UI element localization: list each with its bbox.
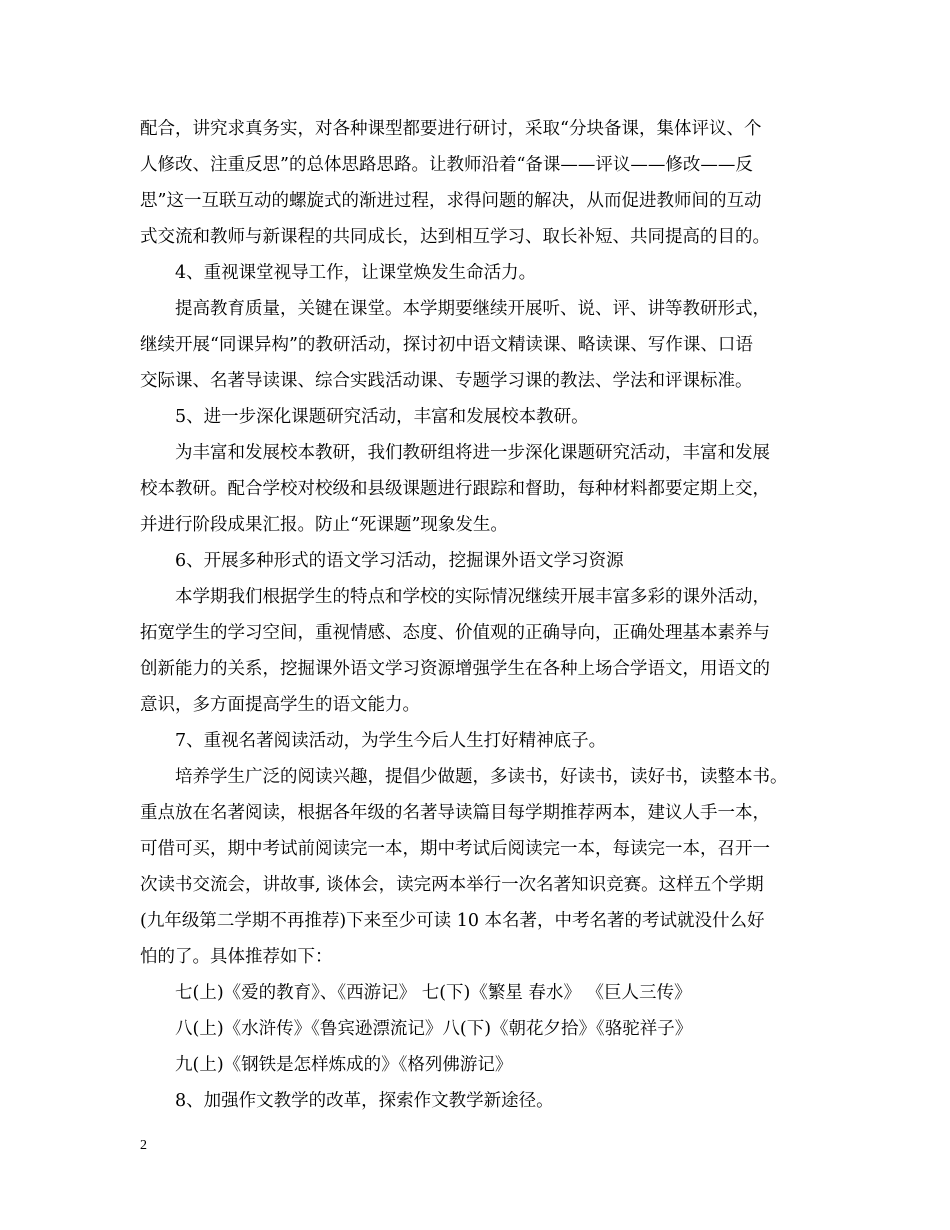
text-line: 本学期我们根据学生的特点和学校的实际情况继续开展丰富多彩的课外活动， xyxy=(175,587,770,607)
text-line: (九年级第二学期不再推荐)下来至少可读 10 本名著，中考名著的考试就没什么好 xyxy=(140,911,765,931)
text-line: 意识，多方面提高学生的语文能力。 xyxy=(140,695,420,715)
text-line: 校本教研。配合学校对校级和县级课题进行跟踪和督助，每种材料都要定期上交， xyxy=(140,479,770,499)
text-line: 人修改、注重反思”的总体思路思路。让教师沿着“备课——评议——修改——反 xyxy=(140,155,753,175)
text-line: 为丰富和发展校本教研，我们教研组将进一步深化课题研究活动，丰富和发展 xyxy=(175,443,770,463)
text-line: 并进行阶段成果汇报。防止“死课题”现象发生。 xyxy=(140,515,508,535)
section-heading-5: 5、进一步深化课题研究活动，丰富和发展校本教研。 xyxy=(175,407,589,427)
text-line: 次读书交流会，讲故事, 谈体会，读完两本举行一次名著知识竞赛。这样五个学期 xyxy=(140,875,764,895)
text-line: 式交流和教师与新课程的共同成长，达到相互学习、取长补短、共同提高的目的。 xyxy=(140,227,770,247)
text-line: 创新能力的关系，挖掘课外语文学习资源增强学生在各种上场合学语文，用语文的 xyxy=(140,659,770,679)
text-line: 怕的了。具体推荐如下： xyxy=(140,947,333,967)
section-heading-6: 6、开展多种形式的语文学习活动，挖掘课外语文学习资源 xyxy=(175,551,624,571)
page-number: 2 xyxy=(140,1138,147,1153)
text-line: 培养学生广泛的阅读兴趣，提倡少做题，多读书，好读书，读好书，读整本书。 xyxy=(175,767,788,787)
text-line: 思”这一互联互动的螺旋式的渐进过程，求得问题的解决，从而促进教师间的互动 xyxy=(140,191,762,211)
book-list-grade-8: 八(上)《水浒传》《鲁宾逊漂流记》八(下)《朝花夕拾》《骆驼祥子》 xyxy=(175,1019,693,1039)
text-line: 重点放在名著阅读，根据各年级的名著导读篇目每学期推荐两本，建议人手一本， xyxy=(140,803,770,823)
section-heading-7: 7、重视名著阅读活动，为学生今后人生打好精神底子。 xyxy=(175,731,607,751)
body-text xyxy=(140,111,820,1119)
text-line: 拓宽学生的学习空间，重视情感、态度、价值观的正确导向，正确处理基本素养与 xyxy=(140,623,770,643)
text-line: 交际课、名著导读课、综合实践活动课、专题学习课的教法、学法和评课标准。 xyxy=(140,371,753,391)
book-list-grade-9: 九(上)《钢铁是怎样炼成的》《格列佛游记》 xyxy=(175,1055,513,1075)
section-heading-4: 4、重视课堂视导工作，让课堂焕发生命活力。 xyxy=(175,263,537,283)
text-line: 继续开展“同课异构”的教研活动，探讨初中语文精读课、略读课、写作课、口语 xyxy=(140,335,753,355)
text-line: 配合，讲究求真务实，对各种课型都要进行研讨，采取“分块备课，集体评议、个 xyxy=(140,119,762,139)
text-line: 可借可买，期中考试前阅读完一本，期中考试后阅读完一本，每读完一本，召开一 xyxy=(140,839,770,859)
text-line: 提高教育质量，关键在课堂。本学期要继续开展听、说、评、讲等教研形式， xyxy=(175,299,770,319)
book-list-grade-7: 七(上)《爱的教育》、《西游记》 七(下)《繁星 春水》 《巨人三传》 xyxy=(175,983,692,1003)
section-heading-8: 8、加强作文教学的改革，探索作文教学新途径。 xyxy=(175,1091,554,1111)
